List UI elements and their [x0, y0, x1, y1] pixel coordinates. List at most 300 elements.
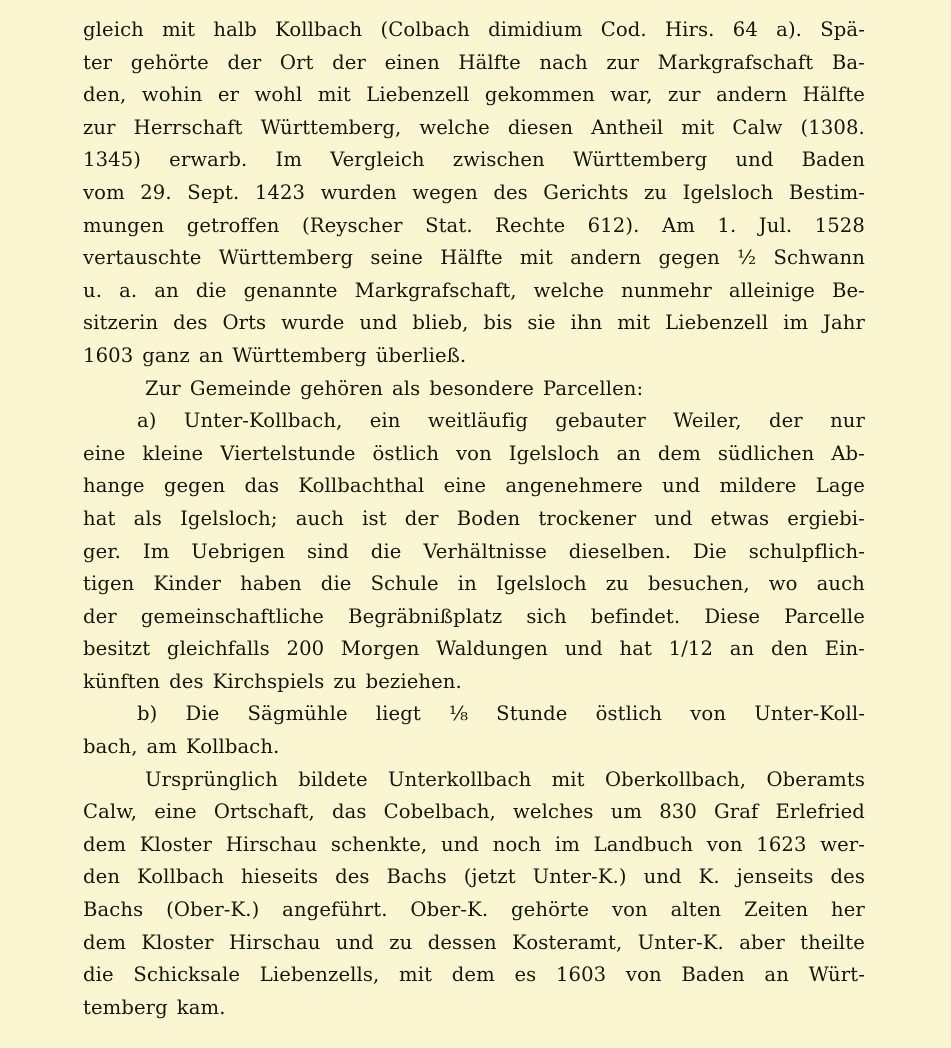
word: andern	[570, 246, 642, 270]
word: ½	[737, 246, 757, 270]
word: trockener	[538, 506, 637, 530]
word: ist	[362, 506, 387, 530]
word: tigen	[83, 572, 135, 596]
word: der	[404, 506, 439, 530]
text-line	[83, 373, 865, 406]
word: Württemberg	[218, 246, 354, 270]
word: gegen	[163, 474, 226, 498]
word: Unter-K.	[637, 930, 724, 954]
word: Igelsloch	[495, 572, 587, 596]
word: wegen	[412, 180, 478, 204]
word: und	[643, 865, 682, 889]
word: Erlefried	[775, 800, 865, 824]
word: mit	[551, 767, 585, 791]
text-line	[83, 405, 865, 438]
word: Igelsloch	[682, 180, 774, 204]
word: 200	[286, 637, 325, 661]
word: bildete	[298, 767, 368, 791]
word: vom	[83, 180, 125, 204]
word: ergiebi-	[787, 506, 865, 530]
word: Sägmühle	[247, 702, 348, 726]
word: Kinder	[153, 572, 222, 596]
word: den	[83, 865, 121, 889]
word: Igelsloch;	[180, 506, 278, 530]
word: alten	[670, 898, 722, 922]
word: Hirschau	[225, 832, 318, 856]
word: Ortschaft,	[213, 800, 315, 824]
word: temberg	[83, 995, 168, 1019]
word: um	[610, 800, 643, 824]
word: auch	[295, 506, 344, 530]
word: des	[493, 180, 528, 204]
word: ihn	[570, 311, 603, 335]
word: 1528	[814, 213, 865, 237]
word: Schule	[370, 572, 439, 596]
word: andern	[716, 83, 788, 107]
word: der	[768, 409, 803, 433]
word: Sept.	[187, 180, 240, 204]
word: 1423	[254, 180, 306, 204]
word: theilte	[800, 930, 865, 954]
word: 1.	[717, 213, 737, 237]
word: Markgrafschaft,	[354, 278, 517, 302]
word: sitzerin	[83, 311, 159, 335]
word: angeführt.	[282, 898, 388, 922]
text-line	[83, 470, 865, 503]
text-line	[83, 536, 865, 569]
word: 29.	[140, 180, 172, 204]
word: Im	[275, 148, 303, 172]
word: Kloster	[139, 832, 213, 856]
text-line	[83, 764, 865, 797]
text-line	[83, 568, 865, 601]
word: und	[564, 637, 603, 661]
word: besitzt	[83, 637, 151, 661]
word: zu	[643, 180, 668, 204]
text-line	[83, 796, 865, 829]
word: a.	[119, 278, 138, 302]
word: dem	[451, 963, 495, 987]
word: des	[173, 311, 208, 335]
word: Kollbach.	[186, 735, 280, 759]
word: Morgen	[340, 637, 420, 661]
text-line	[83, 894, 865, 927]
word: an	[764, 963, 789, 987]
word: Calw,	[83, 800, 138, 824]
word: Viertelstunde	[220, 441, 356, 465]
word: eine	[443, 474, 487, 498]
word: als	[133, 506, 162, 530]
word: und	[359, 311, 398, 335]
word: Bestim-	[788, 180, 865, 204]
word: vertauschte	[83, 246, 202, 270]
word: dem	[83, 930, 127, 954]
text-line	[83, 633, 865, 666]
text-line	[83, 503, 865, 536]
word: besuchen,	[647, 572, 750, 596]
word: noch	[492, 832, 542, 856]
text-line	[83, 959, 865, 992]
word: am	[146, 735, 178, 759]
text-line	[83, 601, 865, 634]
word: gleich	[83, 18, 144, 41]
word: 64	[732, 18, 758, 41]
word: getroffen	[186, 213, 280, 237]
word: der	[227, 50, 262, 74]
word: die	[320, 572, 352, 596]
word: Stat.	[425, 213, 473, 237]
word: und	[735, 148, 774, 172]
word: von	[706, 832, 743, 856]
word: von	[456, 441, 492, 465]
word: Württemberg	[572, 148, 708, 172]
word: Württemberg,	[260, 115, 402, 139]
word: zu	[605, 572, 629, 596]
word: Zeiten	[744, 898, 809, 922]
word: eine	[154, 800, 197, 824]
word: ein	[369, 409, 401, 433]
word: liegt	[375, 702, 421, 726]
word: sind	[306, 539, 349, 563]
word: dem	[83, 832, 127, 856]
word: östlich	[372, 441, 440, 465]
word: 1/12	[668, 637, 714, 661]
word: wurden	[320, 180, 397, 204]
word: die	[83, 963, 114, 987]
word: im	[783, 311, 809, 335]
text-line	[83, 666, 865, 699]
text-line	[83, 275, 865, 308]
word: bis	[483, 311, 513, 335]
word: Markgrafschaft	[657, 50, 814, 74]
word: 1623	[756, 832, 807, 856]
word: künften	[83, 669, 161, 693]
word: zu	[333, 669, 357, 693]
word: Bachs	[83, 898, 144, 922]
word: Liebenzell	[665, 311, 769, 335]
word: Unter-K.)	[532, 865, 627, 889]
word: Rechte	[495, 213, 566, 237]
word: dem	[657, 441, 701, 465]
word: nach	[539, 50, 588, 74]
word: b)	[137, 702, 158, 726]
word: schulpflich-	[748, 539, 865, 563]
word: Ober-K.	[410, 898, 489, 922]
word: Baden	[801, 148, 865, 172]
word: Uebrigen	[191, 539, 286, 563]
word: war,	[610, 83, 653, 107]
word: ter	[83, 50, 113, 74]
word: weitläufig	[427, 409, 528, 433]
word: Unterkollbach	[388, 767, 532, 791]
word: Vergleich	[330, 148, 425, 172]
word: von	[690, 702, 727, 726]
word: Landbuch	[593, 832, 694, 856]
word: Unter-Koll-	[754, 702, 865, 726]
word: im	[554, 832, 580, 856]
word: Graf	[714, 800, 759, 824]
word: östlich	[595, 702, 663, 726]
word: gehörte	[511, 898, 590, 922]
word: dieselben.	[568, 539, 672, 563]
word: zur	[606, 50, 639, 74]
word: Kollbach	[137, 865, 225, 889]
word: K.	[698, 865, 720, 889]
word: Jul.	[758, 213, 793, 237]
word: es	[514, 963, 537, 987]
word: an	[154, 278, 179, 302]
word: Hälfte	[440, 246, 503, 270]
word: aber	[739, 930, 785, 954]
word: mungen	[83, 213, 165, 237]
word: Hirschau	[228, 930, 321, 954]
word: Waldungen	[436, 637, 548, 661]
word: nunmehr	[621, 278, 712, 302]
word: Württemberg	[232, 343, 367, 367]
word: den,	[83, 83, 127, 107]
word: an	[198, 343, 224, 367]
text-line	[83, 829, 865, 862]
word: südlichen	[717, 441, 815, 465]
word: 1603	[555, 963, 607, 987]
word: Hälfte	[458, 50, 521, 74]
word: 1345)	[83, 148, 142, 172]
word: besondere	[429, 376, 534, 400]
word: des	[335, 865, 370, 889]
word: mit	[162, 18, 196, 41]
word: Ursprünglich	[145, 767, 278, 791]
word: kam.	[176, 995, 226, 1019]
word: Stunde	[496, 702, 568, 726]
word: und	[335, 930, 374, 954]
word: Lage	[815, 474, 865, 498]
word: (1308.	[800, 115, 865, 139]
word: ger.	[83, 539, 121, 563]
text-line	[83, 340, 865, 373]
word: Kirchspiels	[212, 669, 325, 693]
text-line	[83, 438, 865, 471]
word: Diese	[704, 604, 761, 628]
text-line	[83, 698, 865, 731]
word: Boden	[456, 506, 521, 530]
word: Cobelbach,	[383, 800, 496, 824]
word: Hälfte	[802, 83, 865, 107]
word: mit	[617, 311, 651, 335]
word: a).	[776, 18, 803, 41]
word: Kollbachthal	[298, 474, 425, 498]
word: hange	[83, 474, 145, 498]
word: mit	[681, 115, 715, 139]
word: angenehmere	[505, 474, 643, 498]
word: von	[611, 898, 648, 922]
word: einen	[384, 50, 440, 74]
word: alleinige	[728, 278, 815, 302]
word: von	[625, 963, 662, 987]
word: Schicksale	[133, 963, 241, 987]
word: (Ober-K.)	[166, 898, 260, 922]
word: Die	[185, 702, 220, 726]
word: gekommen	[484, 83, 595, 107]
word: hat	[83, 506, 116, 530]
word: diesen	[507, 115, 574, 139]
word: zur	[83, 115, 116, 139]
word: des	[830, 865, 865, 889]
word: Ein-	[824, 637, 865, 661]
word: der	[332, 50, 366, 74]
word: Orts	[222, 311, 267, 335]
word: die	[370, 539, 402, 563]
word: befindet.	[590, 604, 681, 628]
word: Antheil	[591, 115, 664, 139]
word: die	[195, 278, 227, 302]
word: welche	[533, 278, 605, 302]
word: Kollbach	[275, 18, 363, 41]
word: Be-	[831, 278, 865, 302]
word: und	[654, 506, 693, 530]
word: hieseits	[241, 865, 319, 889]
word: welche	[419, 115, 490, 139]
word: Cod.	[600, 18, 647, 41]
word: Würt-	[808, 963, 865, 987]
text-line	[83, 144, 865, 177]
word: 1603	[83, 343, 134, 367]
word: mit	[519, 246, 553, 270]
word: Oberkollbach,	[604, 767, 747, 791]
word: überließ.	[375, 343, 467, 367]
word: Spä-	[820, 18, 865, 41]
word: gleichfalls	[166, 637, 270, 661]
word: Ba-	[831, 50, 865, 74]
word: auch	[816, 572, 865, 596]
word: er	[217, 83, 240, 107]
word: gegen	[658, 246, 720, 270]
word: u.	[83, 278, 103, 302]
word: als	[392, 376, 421, 400]
word: wohin	[141, 83, 203, 107]
word: wer-	[820, 832, 865, 856]
word: zu	[389, 930, 413, 954]
word: wurde	[281, 311, 345, 335]
word: Calw	[732, 115, 783, 139]
word: haben	[240, 572, 302, 596]
text-line	[83, 242, 865, 275]
text-line	[83, 731, 865, 764]
word: erwarb.	[169, 148, 248, 172]
word: etwas	[710, 506, 770, 530]
word: gemeinschaftliche	[140, 604, 324, 628]
word: der	[83, 604, 117, 628]
word: 612).	[587, 213, 640, 237]
text-line	[83, 177, 865, 210]
word: Die	[692, 539, 727, 563]
word: an	[729, 637, 755, 661]
word: Verhältnisse	[423, 539, 547, 563]
word: Ab-	[831, 441, 865, 465]
word: Ort	[279, 50, 314, 74]
word: wo	[768, 572, 798, 596]
word: Oberamts	[766, 767, 865, 791]
word: her	[831, 898, 865, 922]
word: und	[662, 474, 701, 498]
word: Parcellen:	[542, 376, 644, 400]
word: Am	[661, 213, 695, 237]
word: bach,	[83, 735, 138, 759]
word: das	[331, 800, 367, 824]
word: des	[169, 669, 204, 693]
word: jenseits	[736, 865, 814, 889]
word: in	[457, 572, 477, 596]
word: beziehen.	[365, 669, 462, 693]
word: Gerichts	[543, 180, 629, 204]
word: seine	[370, 246, 424, 270]
text-line	[83, 14, 865, 47]
word: Liebenzells,	[259, 963, 380, 987]
word: Im	[142, 539, 170, 563]
text-line	[83, 47, 865, 80]
word: blieb,	[412, 311, 469, 335]
text-line	[83, 210, 865, 243]
word: ganz	[142, 343, 190, 367]
text-line	[83, 992, 865, 1025]
word: nur	[830, 409, 865, 433]
word: Herrschaft	[133, 115, 243, 139]
word: welches	[513, 800, 594, 824]
word: Weiler,	[673, 409, 742, 433]
word: das	[244, 474, 280, 498]
word: ⅛	[448, 702, 469, 726]
word: mit	[317, 83, 351, 107]
word: (Colbach	[380, 18, 470, 41]
word: sich	[526, 604, 567, 628]
word: Schwann	[773, 246, 865, 270]
word: Liebenzell	[366, 83, 470, 107]
word: Unter-Kollbach,	[183, 409, 343, 433]
word: kleine	[142, 441, 204, 465]
word: (Reyscher	[301, 213, 403, 237]
text-line	[83, 861, 865, 894]
word: an	[616, 441, 641, 465]
word: Baden	[681, 963, 745, 987]
word: genannte	[243, 278, 338, 302]
text-line	[83, 307, 865, 340]
word: Begräbnißplatz	[348, 604, 503, 628]
word: Igelsloch	[508, 441, 600, 465]
word: Zur	[145, 376, 181, 400]
word: sie	[527, 311, 556, 335]
word: 830	[659, 800, 697, 824]
word: a)	[137, 409, 157, 433]
word: eine	[83, 441, 126, 465]
word: und	[440, 832, 480, 856]
word: Gemeinde	[189, 376, 292, 400]
word: mildere	[719, 474, 797, 498]
word: Parcelle	[784, 604, 865, 628]
word: hat	[619, 637, 652, 661]
word: Kosteramt,	[512, 930, 623, 954]
word: mit	[399, 963, 433, 987]
word: gebauter	[555, 409, 646, 433]
word: zwischen	[452, 148, 545, 172]
word: halb	[213, 18, 257, 41]
word: dimidium	[488, 18, 583, 41]
text-line	[83, 79, 865, 112]
word: gehörte	[130, 50, 209, 74]
text-line	[83, 927, 865, 960]
word: dessen	[427, 930, 497, 954]
word: wohl	[254, 83, 303, 107]
word: den	[770, 637, 808, 661]
word: Kloster	[141, 930, 214, 954]
